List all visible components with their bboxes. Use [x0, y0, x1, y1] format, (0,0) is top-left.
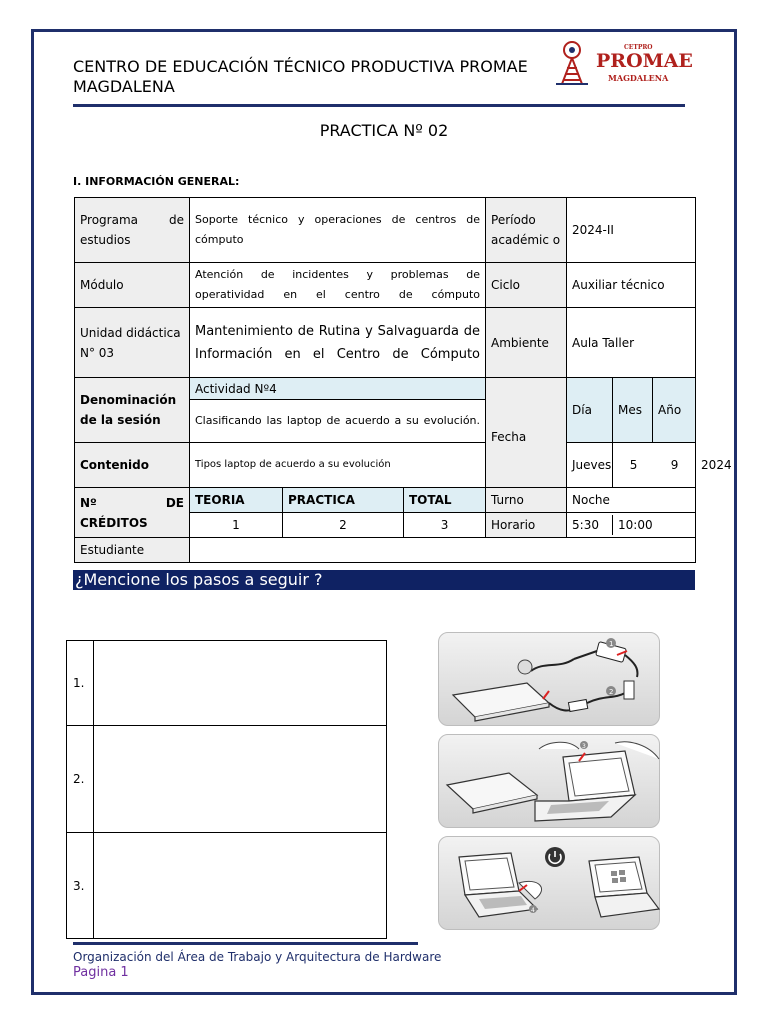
mes-label: Mes: [613, 378, 653, 443]
logo-cetpro: CETPRO: [624, 44, 653, 51]
ciclo-value: Auxiliar técnico: [567, 263, 696, 308]
step-number: 1.: [67, 641, 94, 726]
estudiante-label: Estudiante: [75, 538, 190, 563]
footer-course: Organización del Área de Trabajo y Arquitectura de Hardware: [73, 950, 442, 964]
step-answer-field[interactable]: [94, 641, 387, 726]
practica-label: PRACTICA: [283, 488, 404, 513]
periodo-value: 2024-II: [567, 198, 696, 263]
turno-label: Turno: [486, 488, 567, 513]
creditos-label-2: DE: [165, 495, 184, 510]
step-number: 3.: [67, 833, 94, 939]
fecha-label: Fecha: [486, 378, 567, 488]
denominacion-label: Denominación de la sesión: [75, 378, 190, 443]
total-label: TOTAL: [404, 488, 486, 513]
footer-divider: [73, 942, 418, 945]
practica-value: 2: [283, 513, 404, 538]
horario-label: Horario: [486, 513, 567, 538]
dia-value: Jueves: [567, 443, 613, 488]
teoria-value: 1: [190, 513, 283, 538]
promae-logo: [552, 40, 693, 88]
mes-value-cell: [613, 443, 696, 488]
mes-value-1: 5: [629, 458, 638, 472]
ciclo-label: Ciclo: [486, 263, 567, 308]
question-bar: ¿Mencione los pasos a seguir ?: [73, 570, 695, 590]
logo-promae: PROMAE: [596, 50, 693, 72]
laptop-open-illustration: [439, 735, 661, 829]
creditos-label-3: CRÉDITOS: [80, 515, 148, 530]
illustration-connect-power: [438, 632, 660, 726]
periodo-label: Período académic o: [486, 198, 567, 263]
unidad-value: Mantenimiento de Rutina y Salvaguarda de Información en el Centro de Cómputo: [190, 308, 486, 378]
illustration-open-lid: [438, 734, 660, 828]
total-value: 3: [404, 513, 486, 538]
creditos-label-1: Nº: [80, 495, 97, 510]
illustration-power-on: [438, 836, 660, 930]
logo-magdalena: MAGDALENA: [608, 73, 669, 83]
header-divider: [73, 104, 685, 107]
laptop-poweron-illustration: [439, 837, 661, 931]
marker-1: 1: [609, 640, 614, 648]
laptop-power-illustration: [439, 633, 661, 727]
general-info-table: Programa de estudios Soporte técnico y operaciones de centros de cómputo Período académic o 2024-II Módulo Atención de incidentes y problemas de operatividad en el centro de cómputo Ciclo Auxiliar técnico Unidad didáctica N° 03 Mantenimiento de Rutina y Salvaguarda de Información en el Centro de Cómputo Ambiente Aula Taller Denominación de la sesión Actividad Nº4 Fecha Día Mes Año Clasificando las laptop de acuerdo a su evolución. Contenido Tipos laptop de acuerdo a su evolución Jueves 5 9 2024 Nº DE CRÉDITOS TEORIA PRACTICA TOTAL Turno Noche 1 2 3 Horario 5:30 10:00 Estudiante: [74, 197, 696, 563]
marker-3: 3: [582, 743, 586, 750]
footer-page-number: Pagina 1: [73, 965, 129, 980]
teoria-label: TEORIA: [190, 488, 283, 513]
horario-start: 5:30: [567, 515, 613, 535]
programa-label: Programa de estudios: [75, 198, 190, 263]
anio-label: Año: [653, 378, 696, 443]
marker-4: 4: [531, 907, 535, 914]
horario-cell: [567, 513, 696, 538]
step-answer-field[interactable]: [94, 726, 387, 833]
unidad-label: Unidad didáctica N° 03: [75, 308, 190, 378]
turno-value: Noche: [567, 488, 696, 513]
step-number: 2.: [67, 726, 94, 833]
dia-label: Día: [567, 378, 613, 443]
contenido-label: Contenido: [75, 443, 190, 488]
contenido-value: Tipos laptop de acuerdo a su evolución: [190, 443, 486, 488]
institution-title: CENTRO DE EDUCACIÓN TÉCNICO PRODUCTIVA PROMAE MAGDALENA: [73, 57, 528, 96]
horario-end: 10:00: [618, 518, 653, 532]
actividad-value: Actividad Nº4: [190, 378, 486, 400]
section-title: I. INFORMACIÓN GENERAL:: [73, 175, 240, 188]
modulo-label: Módulo: [75, 263, 190, 308]
steps-table: [66, 640, 387, 939]
sesion-value: Clasificando las laptop de acuerdo a su evolución.: [190, 400, 486, 443]
tower-logo-icon: [552, 40, 592, 86]
ambiente-label: Ambiente: [486, 308, 567, 378]
ambiente-value: Aula Taller: [567, 308, 696, 378]
modulo-value: Atención de incidentes y problemas de operatividad en el centro de cómputo: [190, 263, 486, 308]
creditos-label: [75, 488, 190, 538]
marker-2: 2: [609, 688, 614, 696]
mes-value-2: 9: [670, 458, 679, 472]
step-answer-field[interactable]: [94, 833, 387, 939]
programa-value: Soporte técnico y operaciones de centros de cómputo: [190, 198, 486, 263]
estudiante-field[interactable]: [190, 538, 696, 563]
practice-title: PRACTICA Nº 02: [319, 121, 449, 140]
